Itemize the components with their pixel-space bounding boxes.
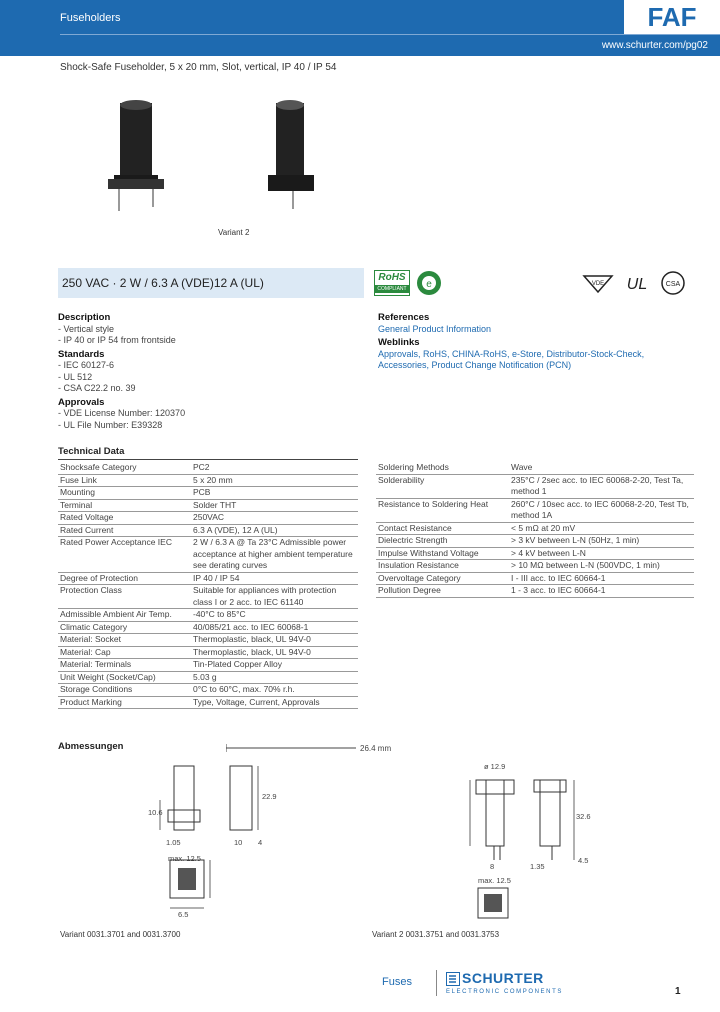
table-row — [58, 671, 358, 684]
param-name: Unit Weight (Socket/Cap) — [58, 671, 191, 684]
param-name: Insulation Resistance — [376, 560, 509, 573]
svg-text:UL: UL — [626, 276, 648, 293]
dim-label: 8 — [490, 862, 495, 871]
param-name: Contact Resistance — [376, 522, 509, 535]
param-name: Rated Voltage — [58, 512, 191, 525]
section-title: Fuseholders — [60, 12, 121, 24]
table-row — [58, 512, 358, 525]
info-left-column — [58, 310, 358, 431]
svg-text:e: e — [426, 279, 432, 290]
param-value: Tin-Plated Copper Alloy — [191, 659, 358, 672]
param-value: 40/085/21 acc. to IEC 60068-1 — [191, 621, 358, 634]
dimension-drawing-variant2 — [440, 758, 590, 928]
param-value: Suitable for appliances with protection class I or 2 acc. to IEC 61140 — [191, 585, 358, 609]
tech-table-right — [376, 462, 694, 598]
param-name: Material: Terminals — [58, 659, 191, 672]
param-value: 260°C / 10sec acc. to IEC 60068-2-20, Test Tb, method 1A — [509, 498, 694, 522]
header-divider — [60, 34, 720, 35]
param-name: Admissible Ambient Air Temp. — [58, 609, 191, 622]
dim-label: 4.5 — [578, 856, 589, 865]
caption-variant1: Variant 0031.3701 and 0031.3700 — [60, 930, 181, 939]
param-name: Mounting — [58, 487, 191, 500]
table-row — [58, 474, 358, 487]
scale-label: 26.4 mm — [360, 744, 392, 753]
page-number: 1 — [675, 986, 681, 997]
weblinks-line[interactable]: Accessories, Product Change Notification (PCN) — [378, 360, 572, 370]
info-right-column — [378, 310, 698, 372]
param-name: Pollution Degree — [376, 585, 509, 598]
rating-bar: 250 VAC · 2 W / 6.3 A (VDE)12 A (UL) — [58, 268, 364, 298]
param-value: Thermoplastic, black, UL 94V-0 — [191, 646, 358, 659]
param-value: -40°C to 85°C — [191, 609, 358, 622]
table-row — [376, 572, 694, 585]
param-name: Climatic Category — [58, 621, 191, 634]
svg-text:CSA: CSA — [665, 281, 681, 288]
description-line: - IP 40 or IP 54 from frontside — [58, 335, 176, 345]
param-value: > 3 kV between L-N (50Hz, 1 min) — [509, 535, 694, 548]
param-name: Degree of Protection — [58, 572, 191, 585]
standards-heading: Standards — [58, 348, 105, 360]
table-row — [58, 524, 358, 537]
param-value: 250VAC — [191, 512, 358, 525]
weblinks-heading: Weblinks — [378, 337, 420, 348]
approval-logos — [372, 268, 692, 298]
param-value: 1 - 3 acc. to IEC 60664-1 — [509, 585, 694, 598]
dim-label: 22.9 — [262, 792, 277, 801]
variant2-label: Variant 2 — [218, 228, 250, 237]
param-value: IP 40 / IP 54 — [191, 572, 358, 585]
param-value: 5 x 20 mm — [191, 474, 358, 487]
param-name: Solderability — [376, 474, 509, 498]
param-name: Overvoltage Category — [376, 572, 509, 585]
table-row — [58, 585, 358, 609]
page-header — [0, 0, 720, 56]
param-value: PCB — [191, 487, 358, 500]
standard-item: - CSA C22.2 no. 39 — [58, 383, 136, 393]
table-row — [58, 634, 358, 647]
param-name: Impulse Withstand Voltage — [376, 547, 509, 560]
param-value: < 5 mΩ at 20 mV — [509, 522, 694, 535]
description-heading: Description — [58, 312, 111, 323]
technical-data-heading: Technical Data — [58, 446, 358, 460]
param-value: > 10 MΩ between L-N (500VDC, 1 min) — [509, 560, 694, 573]
param-value: PC2 — [191, 462, 358, 474]
table-row — [58, 646, 358, 659]
param-name: Dielectric Strength — [376, 535, 509, 548]
product-code: FAF — [624, 0, 720, 34]
param-name: Rated Current — [58, 524, 191, 537]
param-name: Terminal — [58, 499, 191, 512]
param-value: 6.3 A (VDE), 12 A (UL) — [191, 524, 358, 537]
ul-logo — [620, 272, 654, 294]
param-value: I - III acc. to IEC 60664-1 — [509, 572, 694, 585]
dim-label: 1.05 — [166, 838, 181, 847]
description-line: - Vertical style — [58, 323, 115, 334]
weblinks-line[interactable]: Approvals, RoHS, CHINA-RoHS, e-Store, Distributor-Stock-Check, — [378, 348, 645, 359]
table-row — [58, 572, 358, 585]
dim-label: max. 12.5 — [478, 876, 511, 885]
param-name: Soldering Methods — [376, 462, 509, 474]
china-rohs-icon — [416, 270, 442, 296]
table-row — [376, 535, 694, 548]
caption-variant2: Variant 2 0031.3751 and 0031.3753 — [372, 930, 500, 939]
param-value: Thermoplastic, black, UL 94V-0 — [191, 634, 358, 647]
param-value: 0°C to 60°C, max. 70% r.h. — [191, 684, 358, 697]
table-row — [58, 537, 358, 573]
param-value: 2 W / 6.3 A @ Ta 23°C Admissible power acceptance at higher ambient temperature see derating curves — [191, 537, 358, 573]
table-row — [376, 585, 694, 598]
dim-label: max. 12.5 — [168, 854, 201, 863]
dim-label: 4 — [258, 838, 263, 847]
param-value: > 4 kV between L-N — [509, 547, 694, 560]
standard-item: - IEC 60127-6 — [58, 360, 115, 370]
dim-label: 6.5 — [178, 910, 189, 919]
param-name: Rated Power Acceptance IEC — [58, 537, 191, 573]
table-row — [376, 462, 694, 474]
param-name: Protection Class — [58, 585, 191, 609]
param-value: 5.03 g — [191, 671, 358, 684]
dim-label: 32.6 — [576, 812, 591, 821]
approvals-heading: Approvals — [58, 396, 105, 408]
dimensions-heading: Abmessungen — [58, 741, 124, 752]
param-name: Shocksafe Category — [58, 462, 191, 474]
tech-table-left — [58, 462, 358, 709]
param-value: Wave — [509, 462, 694, 474]
param-name: Material: Socket — [58, 634, 191, 647]
param-value: Type, Voltage, Current, Approvals — [191, 696, 358, 709]
param-name: Material: Cap — [58, 646, 191, 659]
standard-item: - UL 512 — [58, 371, 93, 382]
table-row — [58, 659, 358, 672]
table-row — [58, 462, 358, 474]
table-row — [376, 522, 694, 535]
svg-text:VDE: VDE — [591, 281, 605, 287]
footer-category: Fuses — [382, 976, 412, 988]
dim-label: 10.6 — [148, 808, 163, 817]
param-value: 235°C / 2sec acc. to IEC 60068-2-20, Test Ta, method 1 — [509, 474, 694, 498]
product-subtitle: Shock-Safe Fuseholder, 5 x 20 mm, Slot, vertical, IP 40 / IP 54 — [60, 62, 337, 73]
dim-label: ø 12.9 — [484, 762, 506, 771]
footer-divider — [436, 970, 437, 996]
table-row — [58, 609, 358, 622]
table-row — [58, 621, 358, 634]
param-name: Product Marking — [58, 696, 191, 709]
csa-logo — [660, 270, 686, 296]
general-info-link[interactable]: General Product Information — [378, 323, 492, 334]
approval-item: - VDE License Number: 120370 — [58, 408, 186, 418]
table-row — [376, 498, 694, 522]
param-name: Resistance to Soldering Heat — [376, 498, 509, 522]
vde-logo — [582, 272, 614, 294]
references-heading: References — [378, 312, 430, 323]
table-row — [376, 547, 694, 560]
product-photo-variant1 — [100, 95, 170, 215]
table-row — [58, 499, 358, 512]
schurter-logo: SCHURTER ELECTRONIC COMPONENTS — [446, 970, 563, 995]
approval-item: - UL File Number: E39328 — [58, 419, 163, 430]
product-url[interactable]: www.schurter.com/pg02 — [601, 40, 708, 51]
dimension-drawing-variant1 — [130, 760, 270, 930]
product-photo-variant2 — [262, 95, 322, 215]
param-value: Solder THT — [191, 499, 358, 512]
rohs-logo: RoHS COMPLIANT — [374, 270, 410, 296]
table-row — [376, 560, 694, 573]
dim-label: 10 — [234, 838, 243, 847]
param-name: Fuse Link — [58, 474, 191, 487]
table-row — [58, 684, 358, 697]
scale-bar — [226, 742, 358, 754]
table-row — [58, 487, 358, 500]
schurter-mark-icon — [446, 972, 460, 986]
param-name: Storage Conditions — [58, 684, 191, 697]
table-row — [376, 474, 694, 498]
dim-label: 1.35 — [530, 862, 545, 871]
table-row — [58, 696, 358, 709]
